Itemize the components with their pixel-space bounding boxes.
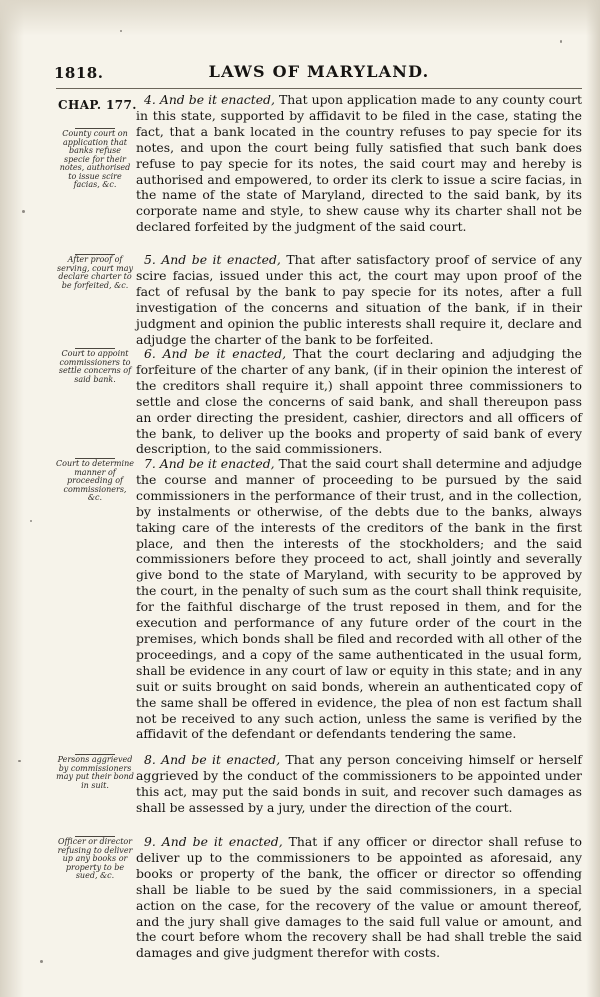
page-year: 1818.	[54, 64, 104, 82]
section-lead: 9. And be it enacted,	[144, 834, 283, 849]
running-head: LAWS OF MARYLAND.	[208, 62, 430, 81]
section-text: That upon application made to any county court in this state, supported by affidavit to be filed in the case, stating the fact, that a bank located in the country refuses to pay specie for its notes, and upon the court being fully satisfied that such bank does refuse to pay specie for its notes, the said court may and hereby is authorised and empowered, to order its clerk to issue a scire facias, in the name of the state of Maryland, directed to the said bank, by its corporate name and style, to shew cause why its charter shall not be declared forfeited by the judgment of the said court.	[136, 92, 583, 235]
scan-speck	[40, 960, 43, 963]
page-header	[54, 60, 584, 86]
margin-note-5: Persons aggrieved by commissioners may put their bond in suit.	[56, 755, 134, 790]
section-4	[136, 92, 582, 235]
section-lead: 7. And be it enacted,	[144, 456, 275, 471]
section-5	[136, 252, 582, 347]
section-lead: 5. And be it enacted,	[144, 252, 281, 267]
scan-speck	[30, 520, 32, 522]
section-6	[136, 346, 582, 457]
section-9	[136, 834, 582, 961]
section-lead: 8. And be it enacted,	[144, 752, 281, 767]
scan-speck	[560, 40, 562, 43]
section-text: That the said court shall determine and adjudge the course and manner of proceeding to be pursued by the said commissioners in the performance of their trust, and in the collection, by instalments or otherwise, of the debts due to the banks, always taking care of the interests of the creditors of the bank in the first place, and then the interests of the stockholders; and the said commissioners before they proceed to act, shall jointly and severally give bond to the state of Maryland, with security to be approved by the court, in the penalty of such sum as the court shall think requisite, for the faithful discharge of the trust reposed in them, and for the execution and performance of any future order of the court in the premises, which bonds shall be filed and recorded with all other of the proceedings, and a copy of the same authenticated in the usual form, shall be evidence in any court of law or equity in this state; and in any suit or suits brought on said bonds, wherein an authenticated copy of the same shall be offered in evidence, the plea of non est factum shall not be received to any such action, unless the same is verified by the affidavit of the defendant or defendants tendering the same.	[136, 456, 582, 742]
chapter-number: CHAP. 177.	[58, 98, 137, 112]
page-shadow-right	[586, 0, 600, 997]
section-text: That if any officer or director shall refuse to deliver up to the commissioners to be appointed as aforesaid, any books or property of the bank, the officer or director so offending shall be liable to be sued by the said commissioners, in a special action on the case, for the recovery of the value or amount thereof, and the jury shall give damages to the said full value or amount, and the court before whom the recovery shall be had shall treble the said damages and give judgment therefor with costs.	[136, 834, 582, 961]
section-7	[136, 456, 582, 742]
margin-note-6: Officer or director refusing to deliver up any books or property to be sued, &c.	[57, 837, 133, 880]
page-shadow-top	[0, 0, 600, 36]
margin-note-4: Court to determine manner of proceeding of commissioners, &c.	[56, 459, 134, 502]
section-text: That any person conceiving himself or herself aggrieved by the conduct of the commissioners to be appointed under this act, may put the said bonds in suit, and recover such damages as shall be assessed by a jury, under the direction of the court.	[136, 752, 582, 815]
header-rule	[56, 88, 582, 89]
section-8	[136, 752, 582, 816]
page-shadow-left	[0, 0, 24, 997]
scan-speck	[22, 210, 25, 213]
margin-note-2: After proof of serving, court may declare charter to be forfeited, &c.	[56, 255, 133, 290]
scan-speck	[18, 760, 21, 762]
section-text: That the court declaring and adjudging the forfeiture of the charter of any bank, (if in their opinion the interest of the creditors shall require it,) shall appoint three commissioners to settle and close the concerns of said bank, and shall thereupon pass an order directing the president, cashier, directors and all officers of the bank, to deliver up the books and property of said bank of every description, to the said commissioners.	[136, 346, 582, 457]
margin-note-1: County court on application that banks refuse specie for their notes, authorised to issue scire facias, &c.	[59, 129, 131, 189]
scan-speck	[120, 30, 122, 32]
margin-note-3: Court to appoint commissioners to settle concerns of said bank.	[58, 349, 132, 384]
section-text: That after satisfactory proof of service of any scire facias, issued under this act, the court may upon proof of the fact of refusal by the bank to pay specie for its notes, after a full investigation of the concerns and situation of the bank, if in their judgment and opinion the public interests shall require it, declare and adjudge the charter of the bank to be forfeited.	[136, 252, 582, 347]
section-lead: 6. And be it enacted,	[144, 346, 287, 361]
section-lead: 4. And be it enacted,	[144, 92, 275, 107]
